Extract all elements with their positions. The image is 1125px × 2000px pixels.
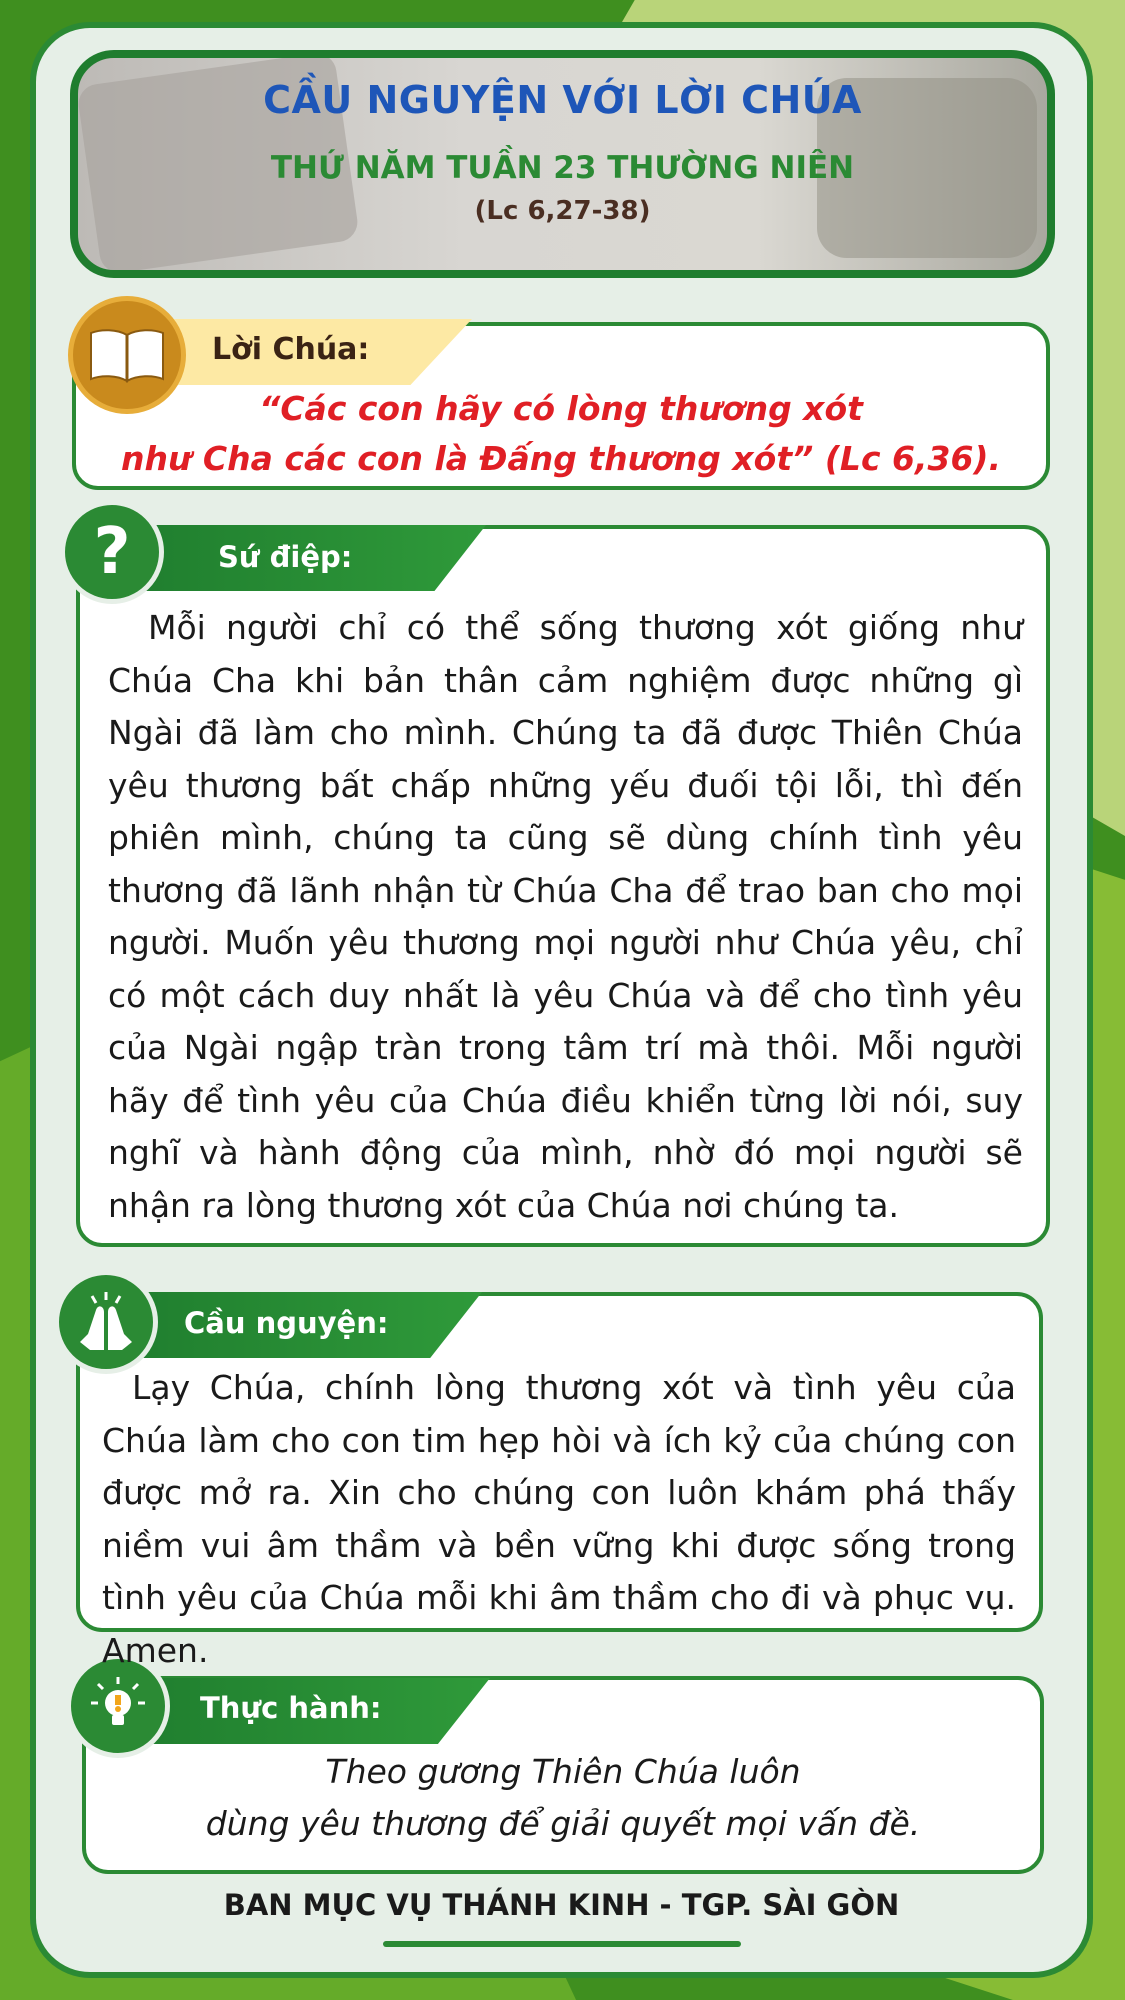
su-diep-text: Mỗi người chỉ có thể sống thương xót giống như Chúa Cha khi bản thân cảm nghiệm được những gì Ngài đã làm cho mình. Chúng ta đã được Thiên Chúa yêu thương bất chấp những yếu đuối tội lỗi, thì đến phiên mình, chúng ta cũng sẽ dùng chính tình yêu thương đã lãnh nhận từ Chúa Cha để trao ban cho mọi người. Muốn yêu thương mọi người như Chúa yêu, chỉ có một cách duy nhất là yêu Chúa và để cho tình yêu của Ngài ngập tràn trong tâm trí mà thôi. Mỗi người hãy để tình yêu của Chúa điều khiển từng lời nói, suy nghĩ và hành động của mình, nhờ đó mọi người sẽ nhận ra lòng thương xót của Chúa nơi chúng ta. bbox=[108, 608, 1023, 1225]
footer-divider bbox=[383, 1941, 741, 1947]
quote-line-2: như Cha các con là Đấng thương xót” (Lc 6,36). bbox=[120, 439, 1002, 478]
page-subtitle: THỨ NĂM TUẦN 23 THƯỜNG NIÊN bbox=[270, 150, 855, 186]
footer-credit: BAN MỤC VỤ THÁNH KINH - TGP. SÀI GÒN bbox=[223, 1888, 900, 1922]
header-banner bbox=[70, 50, 1055, 278]
praying-hands-icon bbox=[54, 1270, 158, 1374]
page-title: CẦU NGUYỆN VỚI LỜI CHÚA bbox=[263, 78, 862, 122]
thuc-hanh-line-1: Theo gương Thiên Chúa luôn bbox=[325, 1752, 801, 1791]
cau-nguyen-label: Cầu nguyện: bbox=[184, 1306, 389, 1340]
thuc-hanh-label: Thực hành: bbox=[200, 1691, 382, 1725]
scripture-reference: (Lc 6,27-38) bbox=[474, 196, 651, 226]
thuc-hanh-line-2: dùng yêu thương để giải quyết mọi vấn đề. bbox=[205, 1804, 921, 1843]
thuc-hanh-text bbox=[82, 1746, 1044, 1850]
loi-chua-label: Lời Chúa: bbox=[212, 332, 370, 367]
loi-chua-quote bbox=[72, 384, 1050, 484]
su-diep-label: Sứ điệp: bbox=[218, 540, 353, 574]
question-icon: ? bbox=[60, 500, 164, 604]
cau-nguyen-text: Lạy Chúa, chính lòng thương xót và tình yêu của Chúa làm cho con tim hẹp hòi và ích kỷ của chúng con được mở ra. Xin cho chúng con luôn khám phá thấy niềm vui âm thầm và bền vững khi được sống trong tình yêu của Chúa mỗi khi âm thầm cho đi và phục vụ. Amen. bbox=[102, 1368, 1016, 1670]
quote-line-1: “Các con hãy có lòng thương xót bbox=[259, 389, 863, 428]
